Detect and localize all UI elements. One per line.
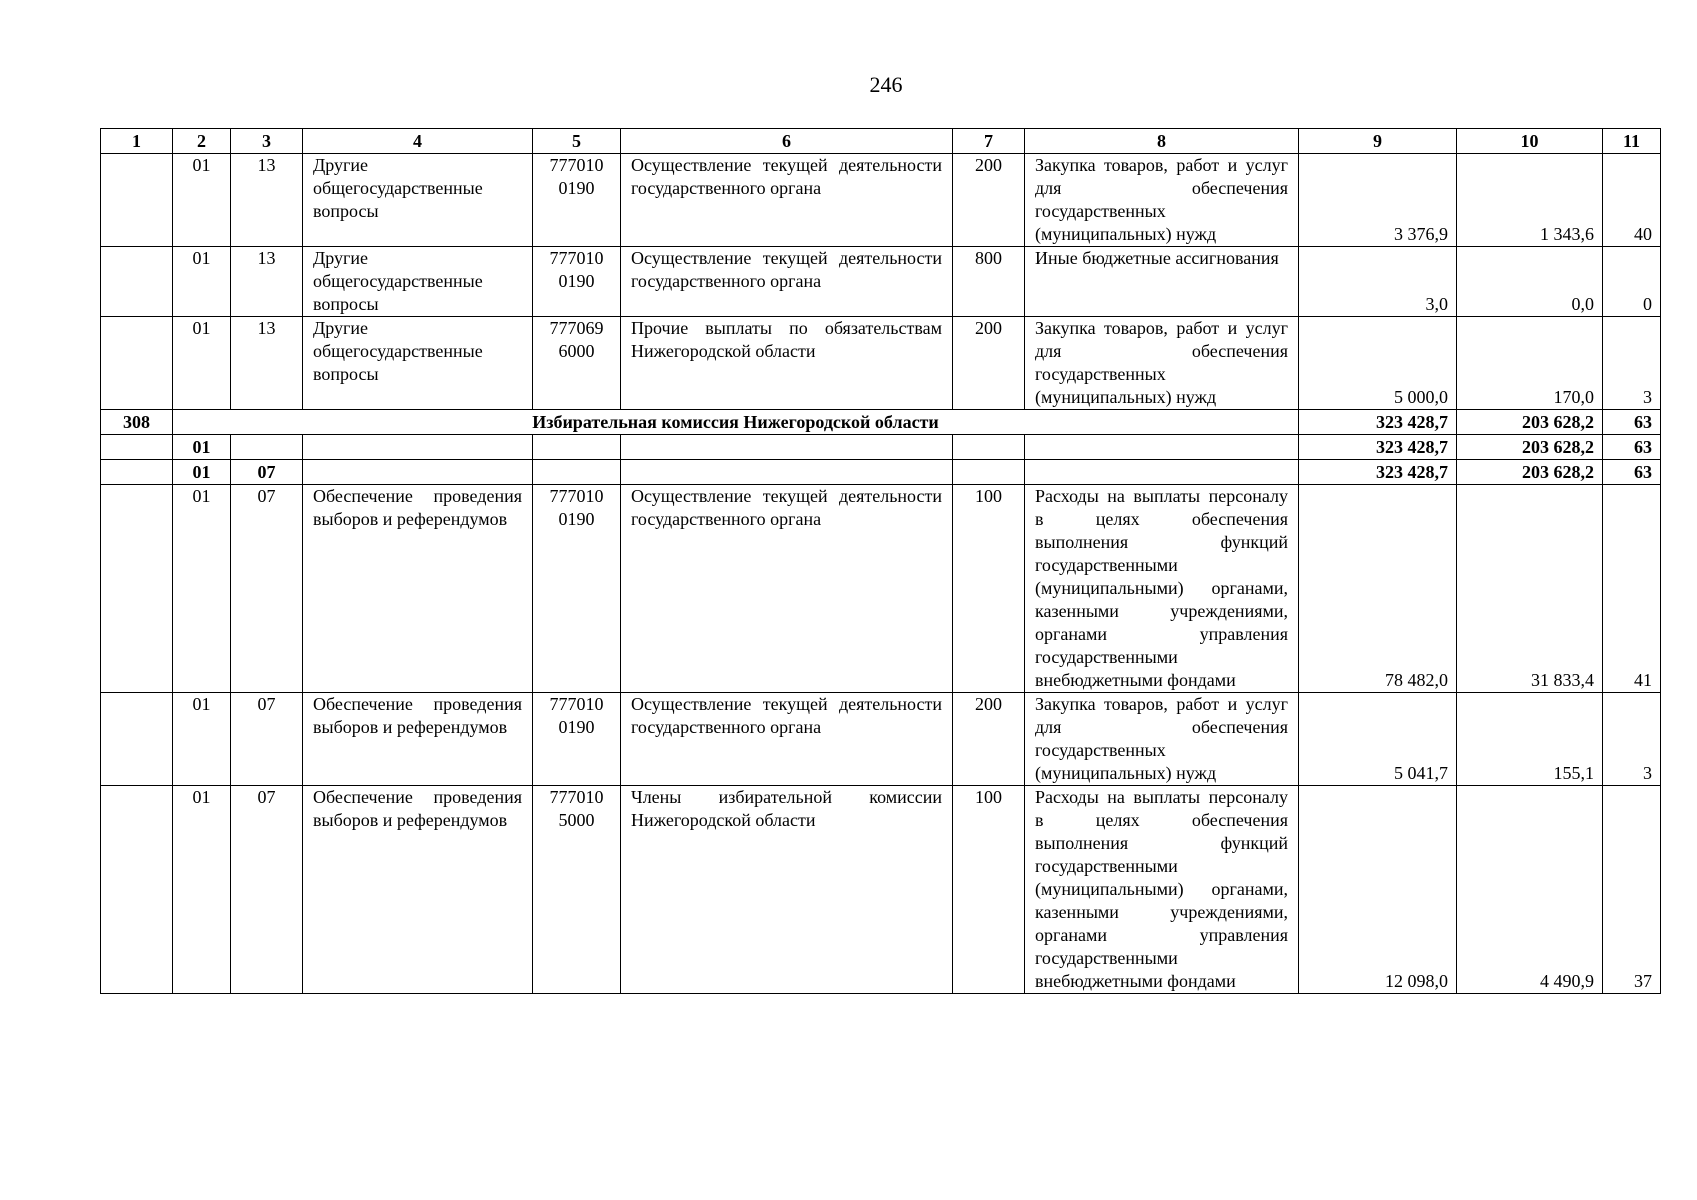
cell-target-name: Осуществление текущей деятельности государственного органа: [621, 247, 953, 317]
cell-section: 01: [173, 154, 231, 247]
cell-empty: [303, 460, 533, 485]
cell-empty: [1025, 460, 1299, 485]
cell-empty: [621, 435, 953, 460]
cell-empty: [953, 435, 1025, 460]
cell-admin: [101, 154, 173, 247]
cell-percent: 37: [1603, 786, 1661, 994]
header-cell: 6: [621, 129, 953, 154]
header-cell: 10: [1457, 129, 1603, 154]
cell-plan: 5 000,0: [1299, 317, 1457, 410]
header-cell: 9: [1299, 129, 1457, 154]
cell-percent: 0: [1603, 247, 1661, 317]
cell-percent: 41: [1603, 485, 1661, 693]
cell-subsection: 13: [231, 154, 303, 247]
header-cell: 1: [101, 129, 173, 154]
budget-table: [100, 128, 1661, 994]
cell-expense-type: 800: [953, 247, 1025, 317]
cell-percent: 63: [1603, 460, 1661, 485]
cell-plan: 323 428,7: [1299, 460, 1457, 485]
section-row: [101, 410, 1661, 435]
cell-admin: [101, 435, 173, 460]
cell-plan: 78 482,0: [1299, 485, 1457, 693]
table-row: [101, 247, 1661, 317]
cell-plan: 323 428,7: [1299, 435, 1457, 460]
cell-target-name: Прочие выплаты по обязательствам Нижегородской области: [621, 317, 953, 410]
cell-target-name: Осуществление текущей деятельности государственного органа: [621, 154, 953, 247]
cell-plan: 3 376,9: [1299, 154, 1457, 247]
cell-target-code: 777010 0190: [533, 247, 621, 317]
cell-actual: 4 490,9: [1457, 786, 1603, 994]
cell-subsection: 07: [231, 693, 303, 786]
table-row: [101, 317, 1661, 410]
table-row: [101, 485, 1661, 693]
cell-percent: 3: [1603, 317, 1661, 410]
table-row: [101, 154, 1661, 247]
section-actual: 203 628,2: [1457, 410, 1603, 435]
cell-target-name: Члены избирательной комиссии Нижегородской области: [621, 786, 953, 994]
cell-subsection-name: Другие общегосударственные вопросы: [303, 317, 533, 410]
cell-percent: 63: [1603, 435, 1661, 460]
cell-empty: [1025, 435, 1299, 460]
cell-subsection: 07: [231, 460, 303, 485]
cell-admin: [101, 693, 173, 786]
cell-actual: 0,0: [1457, 247, 1603, 317]
cell-actual: 1 343,6: [1457, 154, 1603, 247]
header-cell: 8: [1025, 129, 1299, 154]
cell-actual: 203 628,2: [1457, 435, 1603, 460]
table-row: [101, 786, 1661, 994]
cell-admin: [101, 460, 173, 485]
cell-target-name: Осуществление текущей деятельности государственного органа: [621, 693, 953, 786]
cell-subsection: [231, 435, 303, 460]
cell-subsection: 07: [231, 786, 303, 994]
cell-subsection-name: Обеспечение проведения выборов и референдумов: [303, 693, 533, 786]
cell-expense-name: Иные бюджетные ассигнования: [1025, 247, 1299, 317]
cell-admin: [101, 247, 173, 317]
cell-expense-name: Закупка товаров, работ и услуг для обеспечения государственных (муниципальных) нужд: [1025, 154, 1299, 247]
subtotal-row: [101, 460, 1661, 485]
cell-actual: 31 833,4: [1457, 485, 1603, 693]
cell-empty: [621, 460, 953, 485]
cell-empty: [533, 435, 621, 460]
cell-section: 01: [173, 485, 231, 693]
cell-actual: 155,1: [1457, 693, 1603, 786]
cell-expense-name: Закупка товаров, работ и услуг для обеспечения государственных (муниципальных) нужд: [1025, 693, 1299, 786]
table-row: [101, 693, 1661, 786]
cell-section: 01: [173, 460, 231, 485]
cell-target-code: 777010 0190: [533, 485, 621, 693]
cell-plan: 3,0: [1299, 247, 1457, 317]
cell-subsection-name: Другие общегосударственные вопросы: [303, 247, 533, 317]
cell-expense-type: 200: [953, 693, 1025, 786]
section-title: Избирательная комиссия Нижегородской области: [173, 410, 1299, 435]
cell-admin: [101, 786, 173, 994]
subtotal-row: [101, 435, 1661, 460]
header-cell: 2: [173, 129, 231, 154]
cell-section: 01: [173, 435, 231, 460]
cell-empty: [953, 460, 1025, 485]
cell-plan: 5 041,7: [1299, 693, 1457, 786]
cell-subsection-name: Другие общегосударственные вопросы: [303, 154, 533, 247]
cell-expense-name: Закупка товаров, работ и услуг для обеспечения государственных (муниципальных) нужд: [1025, 317, 1299, 410]
cell-actual: 203 628,2: [1457, 460, 1603, 485]
cell-section: 01: [173, 317, 231, 410]
cell-target-code: 777069 6000: [533, 317, 621, 410]
cell-subsection-name: Обеспечение проведения выборов и референдумов: [303, 786, 533, 994]
page-number: 246: [869, 72, 903, 97]
cell-percent: 40: [1603, 154, 1661, 247]
cell-target-code: 777010 5000: [533, 786, 621, 994]
cell-percent: 3: [1603, 693, 1661, 786]
cell-expense-name: Расходы на выплаты персоналу в целях обеспечения выполнения функций государственными (муниципальными) органами, казенными учреждениями, органами управления государственными внебюджетными фондами: [1025, 786, 1299, 994]
cell-actual: 170,0: [1457, 317, 1603, 410]
cell-subsection-name: Обеспечение проведения выборов и референдумов: [303, 485, 533, 693]
cell-subsection: 07: [231, 485, 303, 693]
cell-expense-name: Расходы на выплаты персоналу в целях обеспечения выполнения функций государственными (муниципальными) органами, казенными учреждениями, органами управления государственными внебюджетными фондами: [1025, 485, 1299, 693]
section-percent: 63: [1603, 410, 1661, 435]
header-cell: 4: [303, 129, 533, 154]
header-cell: 5: [533, 129, 621, 154]
cell-target-name: Осуществление текущей деятельности государственного органа: [621, 485, 953, 693]
header-cell: 11: [1603, 129, 1661, 154]
cell-admin: [101, 317, 173, 410]
header-cell: 7: [953, 129, 1025, 154]
cell-empty: [533, 460, 621, 485]
cell-expense-type: 100: [953, 786, 1025, 994]
cell-expense-type: 200: [953, 317, 1025, 410]
cell-empty: [303, 435, 533, 460]
cell-section: 01: [173, 786, 231, 994]
cell-plan: 12 098,0: [1299, 786, 1457, 994]
cell-expense-type: 100: [953, 485, 1025, 693]
cell-subsection: 13: [231, 317, 303, 410]
section-plan: 323 428,7: [1299, 410, 1457, 435]
section-code: 308: [101, 410, 173, 435]
header-cell: 3: [231, 129, 303, 154]
cell-expense-type: 200: [953, 154, 1025, 247]
cell-section: 01: [173, 693, 231, 786]
cell-admin: [101, 485, 173, 693]
cell-target-code: 777010 0190: [533, 693, 621, 786]
cell-subsection: 13: [231, 247, 303, 317]
cell-section: 01: [173, 247, 231, 317]
header-row: [101, 129, 1661, 154]
cell-target-code: 777010 0190: [533, 154, 621, 247]
